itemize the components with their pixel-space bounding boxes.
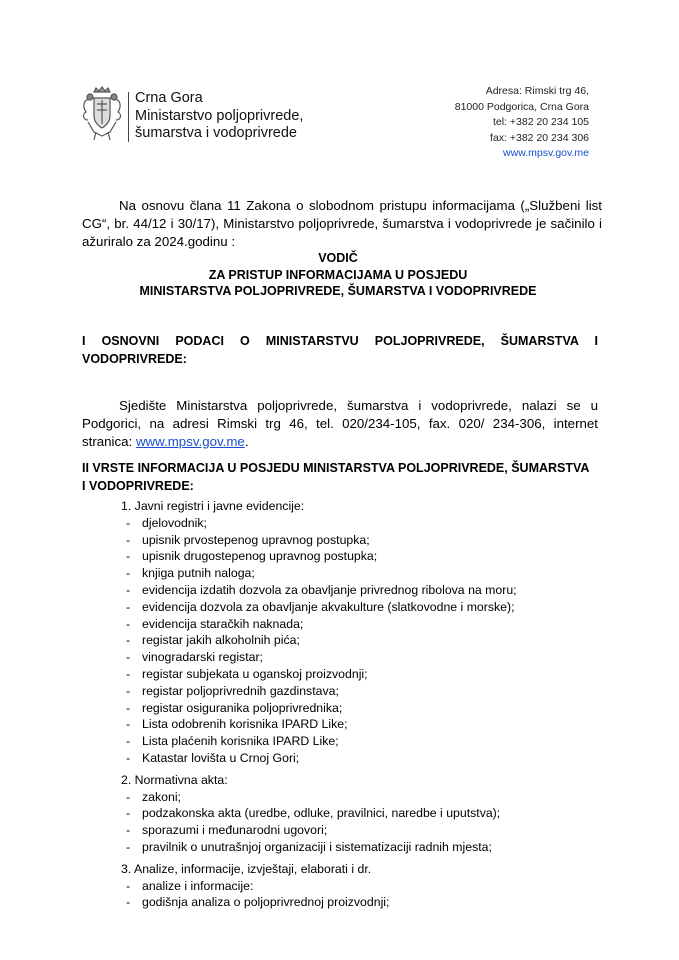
intro-paragraph: Na osnovu člana 11 Zakona o slobodnom pristupu informacijama („Službeni list CG“, br. 44/12 i 30/17), Ministarstvo poljoprivrede, šumarstva i vodoprivrede je sačinilo i ažuriralo za 2024.godinu : <box>82 198 602 249</box>
section-2-heading-line: I VODOPRIVREDE: <box>82 478 194 493</box>
list-item-text: Katastar lovišta u Crnoj Gori; <box>142 750 300 765</box>
ministry-name-block <box>135 90 303 143</box>
org-line-country: Crna Gora <box>135 90 203 106</box>
list-item-text: sporazumi i međunarodni ugovori; <box>142 823 328 838</box>
list-item <box>0 515 679 532</box>
list-item-text: djelovodnik; <box>142 515 207 530</box>
list-item <box>0 878 679 895</box>
list-item <box>0 683 679 700</box>
list-item-text: pravilnik o unutrašnjoj organizaciji i sistematizaciji radnih mjesta; <box>142 839 492 854</box>
list-item <box>0 805 679 822</box>
list-item-text: evidencija dozvola za obavljanje akvakulture (slatkovodne i morske); <box>142 599 515 614</box>
contact-block <box>455 84 589 162</box>
list-item-text: upisnik drugostepenog upravnog postupka; <box>142 549 378 564</box>
list-group <box>0 772 679 856</box>
list-item <box>0 632 679 649</box>
list-item-text: Lista odobrenih korisnika IPARD Like; <box>142 717 348 732</box>
list-item <box>0 649 679 666</box>
list-item <box>0 599 679 616</box>
phone-line: tel: +382 20 234 105 <box>492 116 589 128</box>
list-item <box>0 565 679 582</box>
list-item-text: knjiga putnih naloga; <box>142 566 255 581</box>
section-1-text-end: . <box>244 433 249 449</box>
list-item-text: zakoni; <box>142 789 181 804</box>
list-item-text: registar osiguranika poljoprivrednika; <box>142 700 343 715</box>
list-item-text: godišnja analiza o poljoprivrednoj proizvodnji; <box>142 895 390 910</box>
list-item <box>0 582 679 599</box>
city-line: 81000 Podgorica, Crna Gora <box>454 100 589 113</box>
list-group-title: 2. Normativna akta: <box>121 772 228 787</box>
document-title <box>82 250 594 300</box>
section-1-heading-line: VODOPRIVREDE: <box>82 351 187 366</box>
header-divider <box>128 92 129 142</box>
information-lists <box>0 498 679 916</box>
section-1-heading <box>82 333 598 369</box>
list-group-title: 1. Javni registri i javne evidencije: <box>121 499 305 513</box>
list-item-text: registar poljoprivrednih gazdinstava; <box>142 683 339 698</box>
section-1-paragraph <box>82 397 598 450</box>
fax-line: fax: +382 20 234 306 <box>490 131 589 144</box>
list-item <box>0 532 679 549</box>
list-item <box>0 666 679 683</box>
list-item <box>0 548 679 565</box>
section-1-text: Sjedište Ministarstva poljoprivrede, šumarstva i vodoprivrede, nalazi se u Podgorici, na adresi Rimski trg 46, tel. 020/234-105, fax. 020/ 234-306, internet stranica: <box>82 398 598 449</box>
list-item <box>0 894 679 911</box>
list-item-text: vinogradarski registar; <box>142 650 263 665</box>
list-item <box>0 616 679 633</box>
title-line: VODIČ <box>318 251 358 265</box>
list-item <box>0 733 679 750</box>
list-item-text: upisnik prvostepenog upravnog postupka; <box>142 532 370 547</box>
list-item-text: registar subjekata u oganskoj proizvodnji; <box>142 666 368 681</box>
org-line-ministry: Ministarstvo poljoprivrede, <box>135 107 304 124</box>
list-item-text: analize i informacije: <box>142 878 254 893</box>
section-2-heading-line: II VRSTE INFORMACIJA U POSJEDU MINISTARSTVA POLJOPRIVREDE, ŠUMARSTVA <box>82 461 590 475</box>
coat-of-arms-icon <box>80 86 124 142</box>
list-group <box>0 498 679 767</box>
list-group-title: 3. Analize, informacije, izvještaji, elaborati i dr. <box>121 861 372 876</box>
list-item <box>0 716 679 733</box>
title-line: MINISTARSTVA POLJOPRIVREDE, ŠUMARSTVA I VODOPRIVREDE <box>139 284 537 298</box>
list-group <box>0 861 679 911</box>
list-item <box>0 700 679 717</box>
org-line-ministry-cont: šumarstva i vodoprivrede <box>135 125 297 141</box>
website-link[interactable]: www.mpsv.gov.me <box>503 147 589 159</box>
list-item-text: Lista plaćenih korisnika IPARD Like; <box>142 734 339 749</box>
section-2-heading <box>82 460 602 495</box>
list-item <box>0 839 679 856</box>
section-1-heading-line: I OSNOVNI PODACI O MINISTARSTVU POLJOPRIVREDE, ŠUMARSTVA I <box>82 334 598 348</box>
list-item-text: evidencija staračkih naknada; <box>142 616 304 631</box>
address-line: Adresa: Rimski trg 46, <box>485 85 589 97</box>
website-link-inline[interactable]: www.mpsv.gov.me <box>135 433 245 449</box>
list-item-text: podzakonska akta (uredbe, odluke, pravilnici, naredbe i uputstva); <box>142 806 501 821</box>
list-item <box>0 750 679 767</box>
list-item <box>0 789 679 806</box>
title-line: ZA PRISTUP INFORMACIJAMA U POSJEDU <box>208 267 468 282</box>
list-item-text: evidencija izdatih dozvola za obavljanje privrednog ribolova na moru; <box>142 582 517 597</box>
list-item-text: registar jakih alkoholnih pića; <box>142 633 300 648</box>
list-item <box>0 822 679 839</box>
